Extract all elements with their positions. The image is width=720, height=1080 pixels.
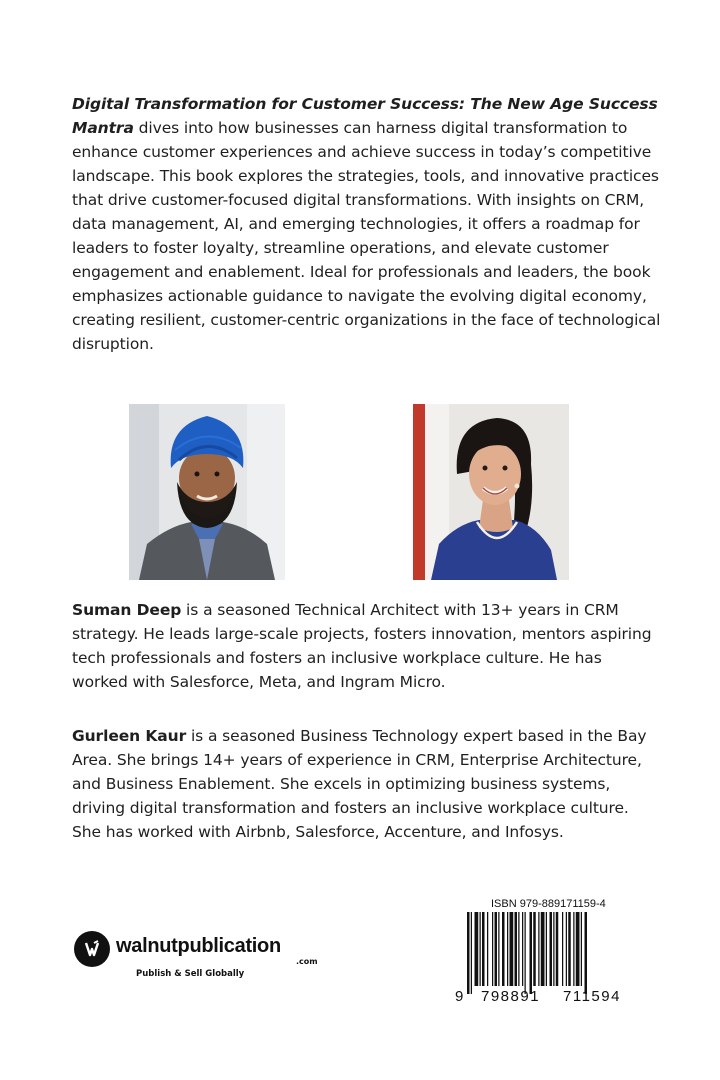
barcode-bar <box>498 912 499 986</box>
barcode-bar <box>573 912 574 986</box>
barcode-bar <box>562 912 563 986</box>
isbn-barcode <box>455 898 645 1008</box>
author-photo-suman-deep <box>129 404 285 580</box>
barcode-bar <box>515 912 518 986</box>
barcode-bar <box>507 912 508 986</box>
barcode-bar <box>550 912 553 986</box>
book-title: Digital Transformation for Customer Success: The New Age Success Mantra <box>72 95 658 137</box>
barcode-bar <box>467 912 470 994</box>
barcode-bar <box>585 912 588 994</box>
publisher-domain: .com <box>296 957 318 966</box>
author-bio-text: is a seasoned Business Technology expert based in the Bay Area. She brings 14+ years of experience in CRM, Enterprise Architecture, and Business Enablement. She excels in optimizing business systems, driving digital transformation and fosters an inclusive workplace culture. She has worked with Airbnb, Salesforce, Accenture, and Infosys. <box>72 727 647 841</box>
barcode-bar <box>530 912 533 994</box>
publisher-logo <box>74 925 324 985</box>
author-photo-gurleen-kaur <box>413 404 569 580</box>
barcode-digit-group-1: 798891 <box>481 988 541 1005</box>
barcode-bar <box>546 912 547 986</box>
barcode-bar <box>495 912 498 986</box>
author-bio-text: is a seasoned Technical Architect with 13+ years in CRM strategy. He leads large-scale projects, fosters innovation, mentors aspiring tech professionals and fosters an inclusive workplace culture. He has worked with Salesforce, Meta, and Ingram Micro. <box>72 601 652 691</box>
publisher-name: walnutpublication <box>116 935 281 957</box>
barcode-bar <box>581 912 582 986</box>
author-name: Suman Deep <box>72 601 182 619</box>
barcode-bar <box>568 912 571 986</box>
barcode-bar <box>518 912 519 986</box>
isbn-label: ISBN 979-889171159-4 <box>491 898 606 910</box>
barcode-bar <box>533 912 536 986</box>
author-bio-gurleen-kaur <box>72 724 662 844</box>
book-description <box>72 92 662 356</box>
barcode-bars <box>467 912 643 994</box>
barcode-bar <box>541 912 545 986</box>
barcode-bar <box>576 912 580 986</box>
barcode-bar <box>480 912 481 986</box>
barcode-bar <box>487 912 488 986</box>
book-description-text: dives into how businesses can harness digital transformation to enhance customer experiences and achieve success in today’s competitive landscape. This book explores the strategies, tools, and innovative practices that drive customer-focused digital transformations. With insights on CRM, data management, AI, and emerging technologies, it offers a roadmap for leaders to foster loyalty, streamline operations, and elevate customer engagement and enablement. Ideal for professionals and leaders, the book emphasizes actionable guidance to navigate the evolving digital economy, creating resilient, customer-centric organizations in the face of technological disruption. <box>72 119 661 353</box>
barcode-bar <box>538 912 539 986</box>
barcode-bar <box>553 912 554 986</box>
barcode-bar <box>566 912 567 986</box>
barcode-bar <box>525 912 526 994</box>
author-name: Gurleen Kaur <box>72 727 187 745</box>
barcode-bar <box>510 912 514 986</box>
barcode-bar <box>475 912 479 986</box>
barcode-bar <box>482 912 485 986</box>
barcode-bar <box>492 912 493 986</box>
barcode-digit-group-2: 711594 <box>563 988 621 1005</box>
barcode-bar <box>502 912 505 986</box>
barcode-digit-first: 9 <box>455 988 464 1005</box>
barcode-bar <box>471 912 472 994</box>
publisher-tagline: Publish & Sell Globally <box>136 969 245 979</box>
barcode-bar <box>522 912 523 986</box>
barcode-bar <box>556 912 559 986</box>
author-bio-suman-deep <box>72 598 662 694</box>
walnut-logo-icon <box>74 931 110 967</box>
